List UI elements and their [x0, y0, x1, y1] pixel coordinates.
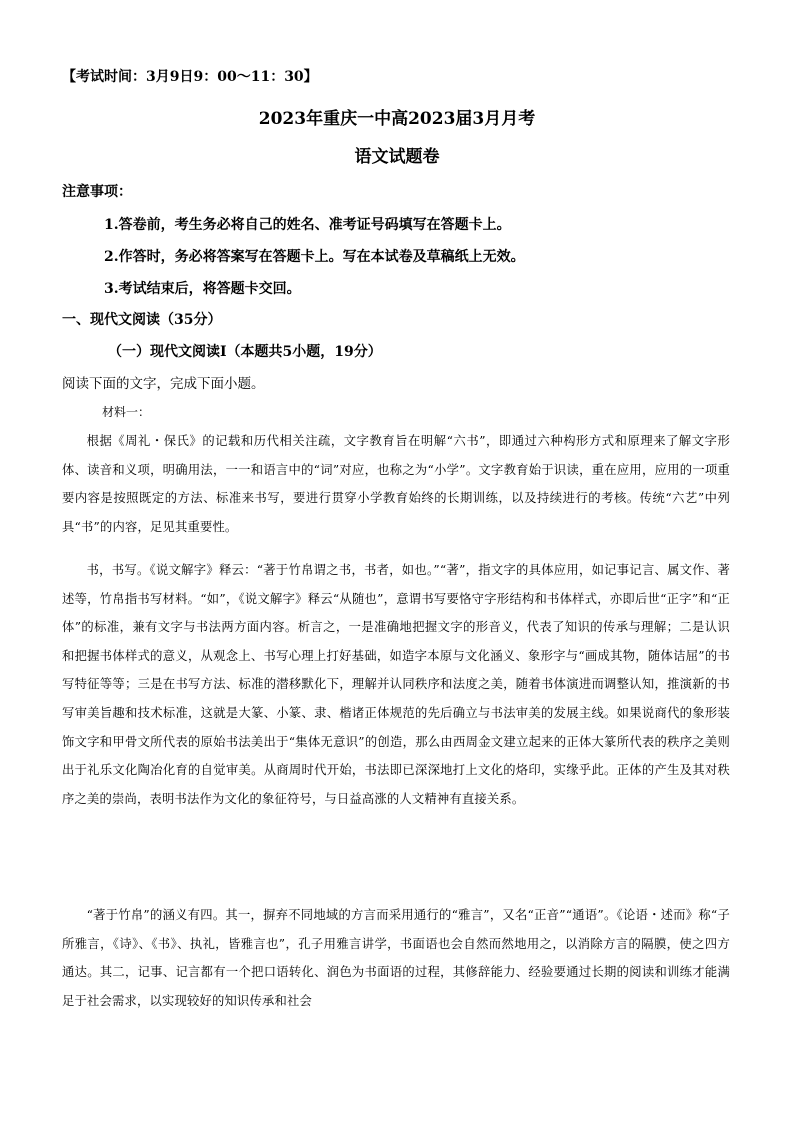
- page-title: 2023年重庆一中高2023届3月月考: [258, 109, 536, 129]
- page-subtitle: 语文试题卷: [354, 147, 440, 167]
- reading-instruction: 阅读下面的文字，完成下面小题。: [62, 376, 265, 392]
- material-label: 材料一：: [102, 405, 151, 419]
- paragraph: “著于竹帛”的涵义有四。其一，摒弃不同地域的方言而采用通行的“雅言”，又名“正音”“通语”。《论语・述而》称“子所雅言，《诗》、《书》、执礼，皆雅言也”，孔子用雅言讲学，书面语也会自然而然地用之，以消除方言的隔膜，使之四方通达。其二，记事、记言都有一个把口语转化、润色为书面语的过程，其修辞能力、经验要通过长期的阅读和训练才能满足于社会需求，以实现较好的知识传承和社会: [62, 908, 730, 1008]
- notice-item: 3.考试结束后，将答题卡交回。: [104, 281, 301, 297]
- exam-time: 【考试时间：3月9日9：00～11：30】: [62, 69, 318, 85]
- notice-item: 2.作答时，务必将答案写在答题卡上。写在本试卷及草稿纸上无效。: [104, 249, 525, 265]
- section-title: 一、现代文阅读（35分）: [62, 312, 222, 328]
- paragraph: 根据《周礼・保氏》的记载和历代相关注疏，文字教育旨在明解“六书”，即通过六种构形方式和原理来了解文字形体、读音和义项，明确用法，一一和语言中的“词”对应，也称之为“小学”。文字教育始于识读，重在应用，应用的一项重要内容是按照既定的方法、标准来书写，要进行贯穿小学教育始终的长期训练，以及持续进行的考核。传统“六艺”中列具“书”的内容，足见其重要性。: [62, 434, 730, 534]
- notice-item: 1.答卷前，考生务必将自己的姓名、准考证号码填写在答题卡上。: [104, 217, 511, 233]
- paragraph: 书，书写。《说文解字》释云：“著于竹帛谓之书，书者，如也。”“著”，指文字的具体应用，如记事记言、属文作、著述等，竹帛指书写材料。“如”，《说文解字》释云“从随也”，意谓书写要恪守字形结构和书体样式，亦即后世“正字”和“正体”的标准，兼有文字与书法两方面内容。析言之，一是准确地把握文字的形音义，代表了知识的传承与理解；二是认识和把握书体样式的意义，从观念上、书写心理上打好基础，如造字本原与文化涵义、象形字与“画成其物，随体诘屈”的书写特征等等；三是在书写方法、标准的潜移默化下，理解并认同秩序和法度之美，随着书体演进而调整认知，推演新的书写审美旨趣和技术标准，这就是大篆、小篆、隶、楷诸正体规范的先后确立与书法审美的发展主线。如果说商代的象形装饰文字和甲骨文所代表的原始书法美出于“集体无意识”的创造，那么由西周金文建立起来的正体大篆所代表的秩序之美则出于礼乐文化陶冶化育的自觉审美。从商周时代开始，书法即已深深地打上文化的烙印，实缘乎此。正体的产生及其对秩序之美的崇尚，表明书法作为文化的象征符号，与日益高涨的人文精神有直接关系。: [62, 563, 730, 806]
- notice-heading: 注意事项：: [62, 184, 132, 200]
- subsection-title: （一）现代文阅读Ⅰ（本题共5小题，19分）: [108, 344, 382, 360]
